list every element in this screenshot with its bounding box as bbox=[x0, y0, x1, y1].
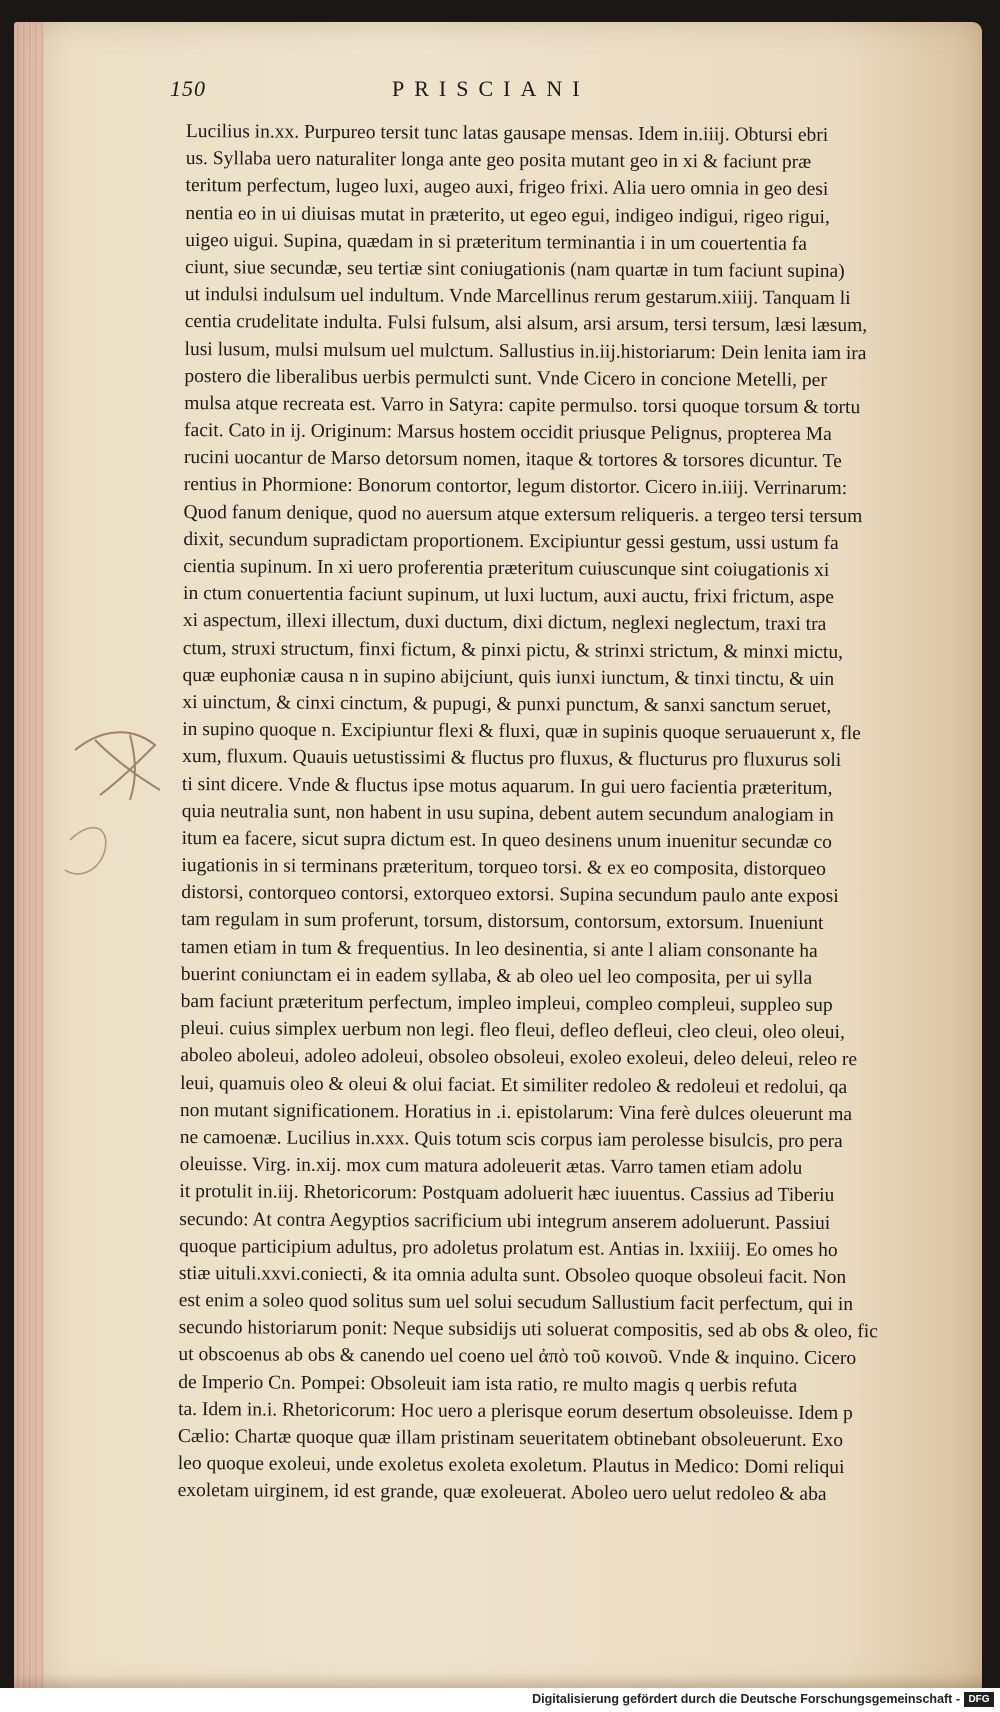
footer-bar bbox=[0, 1688, 1000, 1712]
text-line: in supino quoque n. Excipiuntur flexi & fluxi, quæ in supinis quoque seruauerunt x, fle bbox=[182, 719, 861, 745]
text-line: uigeo uigui. Supina, quædam in si præteritum terminantia i in um couertentia fa bbox=[185, 229, 808, 255]
text-line: tam regulam in sum proferunt, torsum, distorsum, contorsum, extorsum. Inueniunt bbox=[181, 909, 824, 935]
body-text bbox=[178, 118, 976, 1509]
text-line: buerint coniunctam ei in eadem syllaba, & ab oleo uel leo composita, per ui sylla bbox=[180, 963, 813, 989]
text-line: xum, fluxum. Quauis uetustissimi & fluctus pro fluxus, & flucturus pro fluxurus soli bbox=[182, 746, 842, 772]
text-line: ctum, struxi structum, finxi fictum, & pinxi pictu, & strinxi strictum, & minxi mictu, bbox=[182, 637, 844, 663]
text-line: leo quoque exoleui, unde exoletus exoleta exoletum. Plautus in Medico: Domi reliqui bbox=[177, 1453, 845, 1479]
text-line: mulsa atque recreata est. Varro in Satyra: capite permulso. torsi quoque torsum & tortu bbox=[184, 392, 861, 418]
marginal-ink-mark-icon bbox=[60, 720, 180, 890]
text-line: rentius in Phormione: Bonorum contortor, legum distortor. Cicero in.iiij. Verrinarum: bbox=[183, 474, 848, 500]
dfg-logo: DFG bbox=[964, 1692, 994, 1707]
text-line: stiæ uituli.xxvi.coniecti, & ita omnia adulta sunt. Obsoleo quoque obsoleui facit. Non bbox=[178, 1262, 847, 1288]
text-line: xi aspectum, illexi illectum, duxi ductum, dixi dictum, neglexi neglectum, traxi tra bbox=[182, 610, 827, 636]
text-line: pleui. cuius simplex uerbum non legi. fleo fleui, defleo defleui, cleo cleui, oleo oleui, bbox=[180, 1018, 845, 1044]
text-line: de Imperio Cn. Pompei: Obsoleuit iam ista ratio, re multo magis q uerbis refuta bbox=[178, 1371, 798, 1397]
text-line: ut indulsi indulsum uel indultum. Vnde Marcellinus rerum gestarum.xiiij. Tanquam li bbox=[184, 284, 851, 310]
text-line: rucini uocantur de Marso detorsum nomen, itaque & tortores & torsores dicuntur. Te bbox=[183, 447, 842, 473]
text-line: quæ euphoniæ causa n in supino abijciunt, quis iunxi iunctum, & tinxi tinctu, & uin bbox=[182, 664, 835, 690]
text-line: us. Syllaba uero naturaliter longa ante geo posita mutant geo in xi & faciunt præ bbox=[185, 148, 812, 174]
text-line: quia neutralia sunt, non habent in usu supina, debent autem secundum analogiam in bbox=[181, 800, 834, 826]
text-line: ne camoenæ. Lucilius in.xxx. Quis totum scis corpus iam perolesse bisulcis, pro pera bbox=[179, 1126, 843, 1152]
text-line: ciunt, siue secundæ, seu tertiæ sint coniugationis (nam quartæ in tum faciunt supina) bbox=[185, 256, 845, 282]
text-line: ti sint dicere. Vnde & fluctus ipse motus aquarum. In gui uero facientia præteritum, bbox=[181, 773, 833, 799]
text-line: leui, quamuis oleo & oleui & olui faciat. Et similiter redoleo & redoleui et redolui, qa bbox=[180, 1072, 848, 1098]
text-line: centia crudelitate indulta. Fulsi fulsum, alsi alsum, arsi arsum, tersi tersum, læsi læsum, bbox=[184, 311, 868, 337]
text-line: oleuisse. Virg. in.xij. mox cum matura adoleuerit ætas. Varro tamen etiam adolu bbox=[179, 1154, 803, 1179]
text-line: dixit, secundum supradictam proportionem. Excipiuntur gessi gestum, ussi ustum fa bbox=[183, 528, 839, 554]
text-line: lusi lusum, mulsi mulsum uel mulctum. Sallustius in.iij.historiarum: Dein lenita iam ira bbox=[184, 338, 867, 364]
folio-number: 150 bbox=[170, 76, 206, 101]
text-line: exoletam uirginem, id est grande, quæ exoleuerat. Aboleo uero uelut redoleo & aba bbox=[177, 1480, 827, 1506]
text-line: secundo historiarum ponit: Neque subsidijs uti soluerat compositis, sed ab obs & oleo, fic bbox=[178, 1317, 878, 1343]
text-line: iugationis in si terminans præteritum, torqueo torsi. & ex eo composita, distorqueo bbox=[181, 855, 826, 880]
text-line: teritum perfectum, lugeo luxi, augeo auxi, frigeo frixi. Alia uero omnia in geo desi bbox=[185, 175, 829, 201]
text-line: ta. Idem in.i. Rhetoricorum: Hoc uero a plerisque eorum desertum obsoleuisse. Idem p bbox=[178, 1398, 853, 1424]
text-line: postero die liberalibus uerbis permulcti sunt. Vnde Cicero in concione Metelli, per bbox=[184, 365, 827, 391]
footer-credit: Digitalisierung gefördert durch die Deutsche Forschungsgemeinschaft - bbox=[532, 1692, 960, 1706]
text-line: itum ea facere, sicut supra dictum est. In queo desinens unum inuenitur secundæ co bbox=[181, 827, 833, 853]
running-title: PRISCIANI bbox=[392, 76, 590, 101]
text-line: secundo: At contra Aegyptios sacrificium ubi integrum anserem adoluerunt. Passiui bbox=[179, 1208, 831, 1234]
text-line: Cælio: Chartæ quoque quæ illam pristinam seueritatem obtinebant obsoleuerunt. Exo bbox=[177, 1425, 844, 1452]
text-line: nentia eo in ui diuisas mutat in præterito, ut egeo egui, indigeo indigui, rigeo rigui, bbox=[185, 202, 830, 228]
text-line: non mutant significationem. Horatius in .i. epistolarum: Vina ferè dulces oleuerunt ma bbox=[179, 1099, 853, 1125]
text-line: Quod fanum denique, quod no auersum atque extersum reliqueris. a tergeo tersi tersum bbox=[183, 501, 863, 527]
text-line: quoque participium adultus, pro adoletus prolatum est. Antias in. lxxiiij. Eo omes ho bbox=[179, 1235, 838, 1261]
page-header bbox=[170, 76, 970, 104]
text-line: cientia supinum. In xi uero proferentia præteritum cuiuscunque sint coiugationis xi bbox=[183, 555, 830, 581]
text-line: Lucilius in.xx. Purpureo tersit tunc latas gausape mensas. Idem in.iiij. Obtursi ebri bbox=[185, 120, 829, 146]
page-edge-stain bbox=[14, 22, 44, 1692]
text-line: est enim a soleo quod solitus sum uel solui secudum Sallustium facit perfectum, qui in bbox=[178, 1290, 854, 1316]
text-line: distorsi, contorqueo contorsi, extorqueo extorsi. Supina secundum paulo ante exposi bbox=[181, 882, 839, 908]
text-line: aboleo aboleui, adoleo adoleui, obsoleo obsoleui, exoleo exoleui, deleo deleui, releo re bbox=[180, 1045, 858, 1071]
text-line: tamen etiam in tum & frequentius. In leo desinentia, si ante l aliam consonante ha bbox=[180, 936, 818, 962]
text-line: in ctum conuertentia faciunt supinum, ut luxi luctum, auxi auctu, frixi frictum, aspe bbox=[183, 583, 835, 609]
text-line: bam faciunt præteritum perfectum, impleo impleui, compleo compleui, suppleo sup bbox=[180, 990, 833, 1016]
text-line: xi uinctum, & cinxi cinctum, & pupugi, & punxi punctum, & sanxi sanctum seruet, bbox=[182, 691, 832, 717]
text-line: it protulit in.iij. Rhetoricorum: Postquam adoluerit hæc iuuentus. Cassius ad Tiberiu bbox=[179, 1181, 835, 1207]
text-line: facit. Cato in ij. Originum: Marsus hostem occidit priusque Pelignus, propterea Ma bbox=[184, 420, 832, 446]
text-line: ut obscoenus ab obs & canendo uel coeno uel ἀπὸ τοῦ κοινοῦ. Vnde & inquino. Cicero bbox=[178, 1344, 857, 1370]
